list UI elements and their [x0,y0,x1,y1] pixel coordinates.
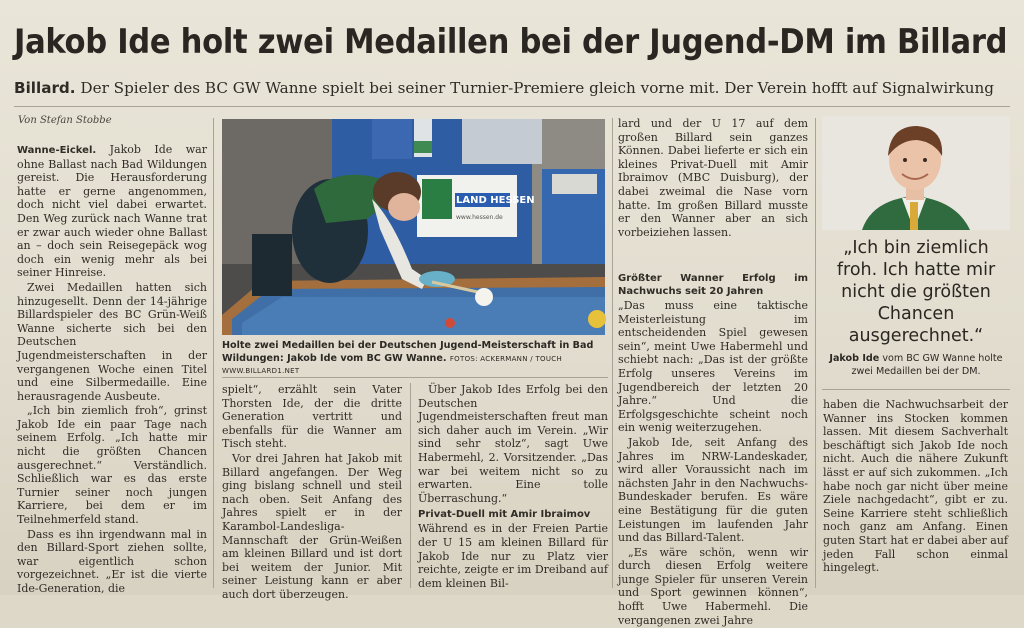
paragraph: Zwei Medaillen hatten sich hinzugesellt. Denn der 14-jährige Billardspieler des BC Grün-Weiß Wanne sicherte sich bei den Deutschen Jugendmeisterschaften in der vergangenen Woche einen Titel und eine Silbermedaille. Eine herausragende Ausbeute. [17,280,207,403]
pull-quote-name: Jakob Ide [829,353,880,364]
paragraph: Über Jakob Ides Erfolg bei den Deutschen Jugendmeisterschaften freut man sich daher auch im Verein. „Wir sind sehr stolz“, sagt Uwe Habermehl, 2. Vorsitzender. „Das war bei weitem nicht so zu erwarten. Eine tolle Überraschung.“ [418,383,608,505]
banner-url: www.hessen.de [456,214,503,221]
pull-quote: „Ich bin ziemlich froh. Ich hatte mir nicht die größten Chancen ausgerechnet.“ [836,238,996,346]
paragraph: „Ich bin ziemlich froh“, grinst Jakob Ide ein paar Tage nach seinem Erfolg. „Ich hatte mir nicht die größten Chancen ausgerechnet.“ Verständlich. Schließlich war es das erste Turnier seiner noch jungen Karriere, bei dem er im Teilnehmerfeld stand. [17,404,207,527]
article-column-2 [222,383,402,603]
paragraph: „Es wäre schön, wenn wir durch diesen Erfolg weitere junge Spieler für unseren Verein und Sport gewinnen können“, hofft Uwe Habermehl. Die vergangenen zwei Jahre [618,545,808,627]
paragraph: „Das muss eine taktische Meisterleistung im entscheidenden Spiel gewesen sein“, meint Uwe Habermehl und schiebt nach: „Das ist der größte Erfolg unseres Vereins im Jugendbereich der letzten 20 Jahre.“ Und die Erfolgsgeschichte scheint noch ein wenig weiterzugehen. [618,299,808,435]
billiard-player-photo [222,119,605,335]
subheadline-text: Der Spieler des BC GW Wanne spielt bei seiner Turnier-Premiere gleich vorne mit. Der Verein hofft auf Signalwirkung [80,79,994,97]
paragraph: Dass es ihn irgendwann mal in den Billard-Sport ziehen sollte, war eigentlich schon vorgezeichnet. „Er ist die vierte Ide-Generation, die [17,527,207,595]
headline: Jakob Ide holt zwei Medaillen bei der Jugend-DM im Billard [14,22,1008,62]
paragraph: lard und der U 17 auf dem großen Billard sein ganzes Können. Dabei lieferte er sich ein kleines Privat-Duell mit Amir Ibraimov (MBC Duisburg), der dabei zweimal die Nase vorn hatte. Im großen Billard musste er den Wanner aber an sich vorbeiziehen lassen. [618,117,808,239]
subheadline-kicker: Billard. [14,79,76,97]
article-column-1 [17,143,207,597]
subheadline [14,79,1014,97]
jakob-ide-portrait-photo [822,116,1010,230]
column-divider [815,118,816,588]
subhead-privat-duell: Privat-Duell mit Amir Ibraimov [418,509,591,521]
article-column-4-top [618,117,808,240]
paragraph [17,143,207,280]
paragraph: Jakob Ide, seit Anfang des Jahres im NRW-Landeskader, wird aller Voraussicht nach im nächsten Jahr in den Nachwuchs-Bundeskader berufen. Es wäre eine Bestätigung für die guten Leistungen im laufenden Jahr und das Billard-Talent. [618,435,808,545]
header-rule [14,106,1010,107]
portrait-image [822,116,1010,230]
pull-quote-caption [822,352,1010,378]
quote-rule [822,389,1010,390]
photo-caption-text: Holte zwei Medaillen bei der Deutschen Jugend-Meisterschaft in Bad Wildungen: Jakob Ide vom BC GW Wanne. [222,340,594,364]
article-column-5 [823,398,1008,576]
dateline: Wanne-Eickel. [17,145,97,156]
column-divider [410,383,411,588]
column-divider [612,118,613,588]
photo-caption [222,340,608,378]
caption-rule [222,377,608,378]
column-divider [213,118,214,588]
pull-quote-caption-text: vom BC GW Wanne holte zwei Medaillen bei der DM. [851,353,1003,377]
subhead-groesster-erfolg: Größter Wanner Erfolg im Nachwuchs seit 20 Jahren [618,273,808,297]
photo-credit: FOTOS: ACKERMANN / TOUCH WWW.BILLARD1.NET [222,354,563,375]
paragraph: spielt“, erzählt sein Vater Thorsten Ide, der die dritte Generation vertritt und ebenfalls für die Wanner am Tisch steht. [222,383,402,451]
paragraph: Vor drei Jahren hat Jakob mit Billard angefangen. Der Weg ging bislang schnell und steil nach oben. Seit Anfang des Jahres spielt er in der Karambol-Landesliga-Mannschaft der Grün-Weißen am kleinen Billard und ist dort bei weitem der Junior. Mit seiner Leistung kann er aber auch dort überzeugen. [222,451,402,601]
paragraph-text: Jakob Ide war ohne Ballast nach Bad Wildungen gereist. Die Herausforderung hatte er gerne angenommen, doch nicht viel dabei erwartet. Den Weg zurück nach Wanne trat er zwar auch wieder ohne Ballast an – doch sein Reisegepäck wog doch ein wenig mehr als bei seiner Hinreise. [17,143,207,280]
article-column-3 [418,383,608,591]
paragraph: haben die Nachwuchsarbeit der Wanner ins Stocken kommen lassen. Mit diesem Sachverhalt beschäftigt sich Jakob Ide noch nicht. Auch die nähere Zukunft lässt er auf sich zukommen. „Ich habe noch gar nicht über meine Ziele nachgedacht“, gibt er zu. Seine Karriere steht schließlich noch ganz am Anfang. Einen guten Start hat er dabei aber auf jeden Fall schon einmal hingelegt. [823,398,1008,575]
paragraph: Während es in der Freien Partie der U 15 am kleinen Billard für Jakob Ide nur zu Platz vier reichte, zeigte er im Dreiband auf dem kleinen Bil- [418,522,608,590]
billiard-scene-image [222,119,605,335]
banner-text: LAND HESSEN [456,195,535,206]
article-column-4 [618,269,808,628]
byline: Von Stefan Stobbe [18,115,112,126]
